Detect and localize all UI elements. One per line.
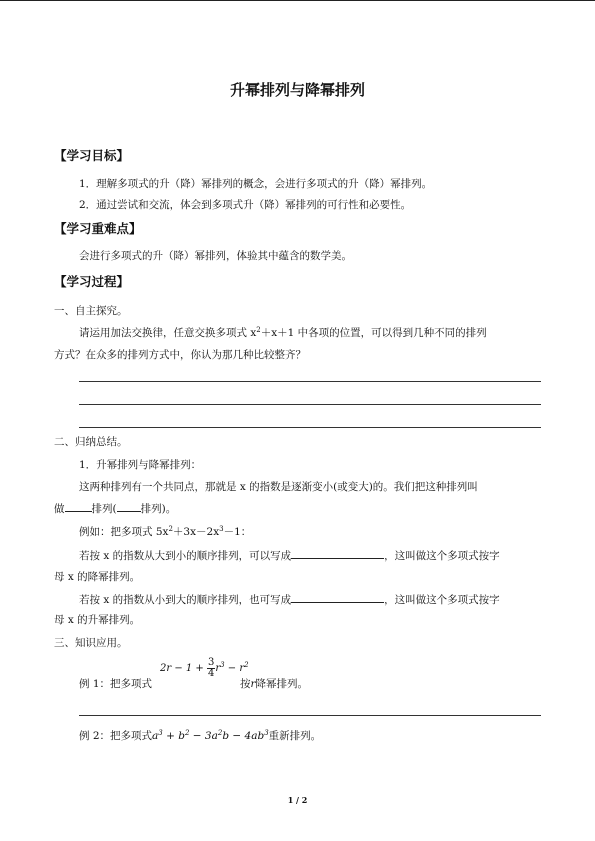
part1-line1-post: ＋x＋1 中各项的位置，可以得到几种不同的排列 [260, 327, 487, 339]
p2-text-a: 做 [54, 503, 65, 515]
part3-heading: 三、知识应用。 [54, 637, 128, 649]
answer-line-1[interactable] [79, 381, 541, 382]
example-line [79, 524, 251, 539]
ex1-frac-den: 4 [207, 668, 215, 679]
ex1-suffix-var: r [250, 678, 256, 690]
part1-line1-sup: 2 [256, 326, 261, 334]
example-sup2: 3 [219, 525, 224, 533]
ex1-sup-b: 2 [244, 661, 249, 669]
blank-ascending-answer[interactable] [291, 591, 384, 603]
ex1-term-c: − r [224, 663, 245, 674]
example-pre: 例如：把多项式 5x [79, 526, 169, 538]
ex2-sup2: 2 [184, 729, 190, 737]
example2-line [79, 728, 321, 743]
ex1-term-a: 2r − 1 + [160, 663, 207, 674]
part2-sub1: 1．升幂排列与降幂排列： [79, 459, 202, 471]
ex1-term-b: r [215, 663, 221, 674]
ex2-b: + b [162, 730, 185, 742]
example-sup1: 2 [168, 525, 173, 533]
example1-expression [160, 658, 249, 679]
top-border [0, 0, 595, 1]
page-title: 升幂排列与降幂排列 [229, 81, 365, 99]
goal-item-2: 2．通过尝试和交流，体会到多项式升（降）幂排列的可行性和必要性。 [79, 199, 412, 211]
asc-pre: 若按 x 的指数从小到大的顺序排列，也可写成 [79, 594, 292, 606]
blank-other-order[interactable] [117, 500, 141, 512]
ex2-a: a [152, 730, 159, 742]
ex1-sup-a: 3 [220, 661, 225, 669]
part2-paragraph-line1: 这两种排列有一个共同点，那就是 x 的指数是逐渐变小(或变大)的。我们把这种排列叫 [79, 481, 478, 493]
ex2-label: 例 2：把多项式 [79, 730, 153, 742]
ex1-suffix-a: 按 [240, 678, 251, 690]
desc-post: ，这叫做这个多项式按字 [384, 550, 500, 562]
key-points-heading: 【学习重难点】 [54, 221, 142, 236]
ex2-suffix: 重新排列。 [268, 730, 322, 742]
page-number: 1 / 2 [287, 795, 308, 805]
descending-line1 [79, 547, 500, 563]
answer-line-3[interactable] [79, 427, 541, 428]
ascending-line2: 母 x 的升幂排列。 [54, 614, 141, 626]
blank-descending-answer[interactable] [291, 547, 384, 559]
example1-suffix [240, 676, 308, 691]
ex1-frac-num: 3 [207, 657, 215, 668]
asc-post: ，这叫做这个多项式按字 [384, 594, 500, 606]
ex2-c: − 3a [189, 730, 218, 742]
example1-label: 例 1：把多项式 [79, 678, 153, 690]
p2-text-c: 排列)。 [140, 503, 177, 515]
descending-line2: 母 x 的降幂排列。 [54, 571, 141, 583]
process-heading: 【学习过程】 [54, 274, 130, 289]
answer-line-example1[interactable] [79, 715, 541, 716]
example-mid: ＋3x－2x [172, 526, 220, 538]
goal-item-1: 1．理解多项式的升（降）幂排列的概念，会进行多项式的升（降）幂排列。 [79, 178, 433, 190]
part1-line1-pre: 请运用加法交换律，任意交换多项式 x [79, 327, 257, 339]
ex1-suffix-b: 降幂排列。 [255, 678, 309, 690]
part1-question-line2: 方式？在众多的排列方式中，你认为那几种比较整齐？ [54, 349, 306, 361]
ex2-d: b − 4ab [222, 730, 265, 742]
blank-ascending-or-descending[interactable] [65, 500, 92, 512]
goals-heading: 【学习目标】 [54, 148, 130, 163]
part1-heading: 一、自主探究。 [54, 305, 128, 317]
ascending-line1 [79, 591, 500, 607]
example-post: －1： [223, 526, 252, 538]
part2-paragraph-line2 [54, 500, 176, 516]
ex2-sup3: 2 [217, 729, 223, 737]
ex2-sup1: 3 [158, 729, 163, 737]
desc-pre: 若按 x 的指数从大到小的顺序排列，可以写成 [79, 550, 292, 562]
part1-question-line1 [79, 325, 487, 340]
example2-expression [152, 730, 269, 742]
part2-heading: 二、归纳总结。 [54, 436, 128, 448]
key-points-text: 会进行多项式的升（降）幂排列，体验其中蕴含的数学美。 [79, 250, 352, 262]
p2-text-b: 排列( [91, 503, 117, 515]
answer-line-2[interactable] [79, 404, 541, 405]
ex2-sup4: 3 [264, 729, 269, 737]
